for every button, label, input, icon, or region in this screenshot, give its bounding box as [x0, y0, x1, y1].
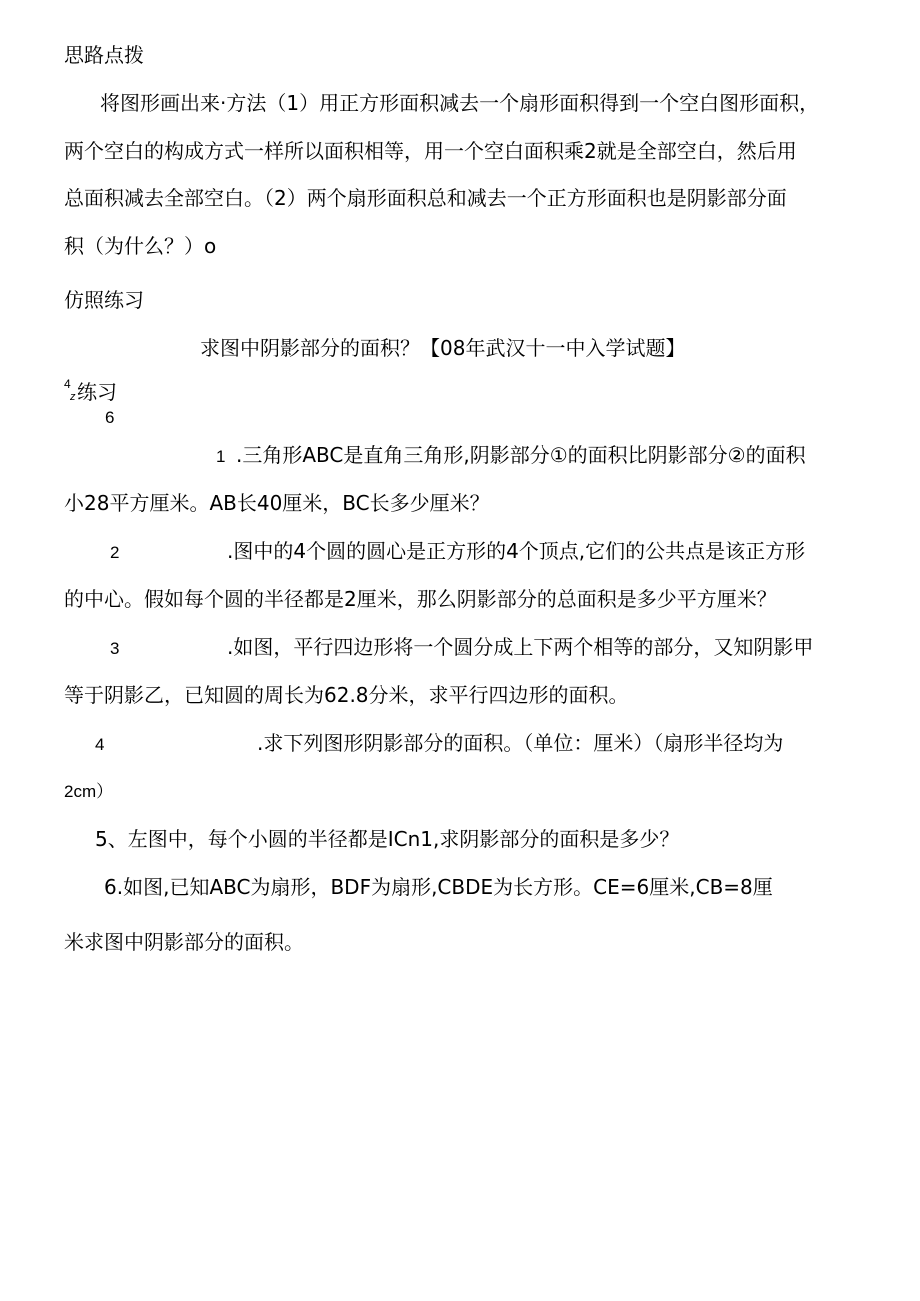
- heading-subscript-mark: z: [70, 391, 76, 403]
- paragraph-line: 积（为什么？）o: [64, 234, 217, 258]
- heading-superscript-mark: 4: [64, 377, 71, 391]
- problem-text: .三角形ABC是直角三角形,阴影部分①的面积比阴影部分②的面积: [236, 443, 806, 467]
- imitation-question: 求图中阴影部分的面积？【08年武汉十一中入学试题】: [200, 336, 686, 360]
- section-heading-hint: 思路点拨: [64, 43, 144, 67]
- stray-number: 6: [105, 408, 115, 427]
- paragraph-line: 总面积减去全部空白。（2）两个扇形面积总和减去一个正方形面积也是阴影部分面: [64, 186, 787, 210]
- problem-text: 小28平方厘米。AB长40厘米，BC长多少厘米？: [64, 491, 490, 515]
- section-heading-practice: 练习: [77, 380, 117, 404]
- problem-text: 米求图中阴影部分的面积。: [64, 930, 304, 954]
- problem-text: .求下列图形阴影部分的面积。（单位：厘米）（扇形半径均为: [257, 731, 784, 755]
- section-heading-imitation: 仿照练习: [64, 288, 144, 312]
- problem-text: 6.如图,已知ABC为扇形，BDF为扇形,CBDE为长方形。CE=6厘米,CB=8厘: [104, 875, 773, 899]
- problem-text: 等于阴影乙，已知圆的周长为62.8分米，求平行四边形的面积。: [64, 683, 629, 707]
- paragraph-line: 将图形画出来·方法（1）用正方形面积减去一个扇形面积得到一个空白图形面积，: [100, 91, 820, 115]
- problem-number: 1: [216, 447, 226, 466]
- problem-text: .图中的4个圆的圆心是正方形的4个顶点,它们的公共点是该正方形: [227, 539, 806, 563]
- problem-text: .如图，平行四边形将一个圆分成上下两个相等的部分，又知阴影甲: [227, 635, 814, 659]
- problem-number: 3: [110, 639, 120, 658]
- problem-number: 2: [110, 543, 120, 562]
- problem-text: 的中心。假如每个圆的半径都是2厘米，那么阴影部分的总面积是多少平方厘米？: [64, 587, 777, 611]
- problem-number: 4: [95, 735, 105, 754]
- problem-text: 2cm）: [64, 782, 114, 801]
- problem-text: 5、左图中，每个小圆的半径都是ICn1,求阴影部分的面积是多少？: [95, 827, 680, 851]
- paragraph-line: 两个空白的构成方式一样所以面积相等，用一个空白面积乘2就是全部空白，然后用: [64, 139, 797, 163]
